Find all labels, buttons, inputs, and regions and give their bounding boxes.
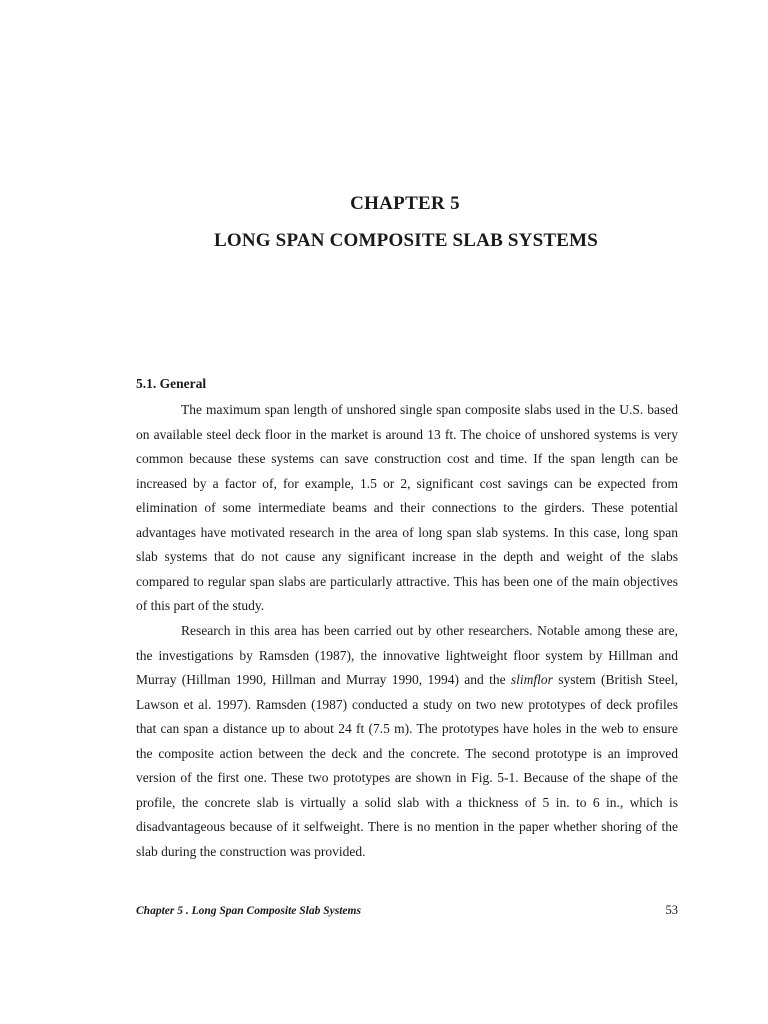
chapter-title: LONG SPAN COMPOSITE SLAB SYSTEMS <box>213 230 598 251</box>
chapter-number: CHAPTER 5 <box>350 193 460 214</box>
paragraph-2-text-end: system (British Steel, Lawson et al. 1997). Ramsden (1987) conducted a study on two new prototypes of deck profiles that can span a distance up to about 24 ft (7.5 m). The prototypes have holes in the web to ensure the composite action between the deck and the concrete. The second prototype is an improved version of the first one. These two prototypes are shown in Fig. 5-1. Because of the shape of the profile, the concrete slab is virtually a solid slab with a thickness of 5 in. to 6 in., which is disadvantageous because of it selfweight. There is no mention in the paper whether shoring of the slab during the construction was provided. <box>136 672 678 859</box>
paragraph-2-text-start: Research in this area has been carried out by other researchers. Notable among these are, the investigations by Ramsden (1987), the innovative lightweight floor system by Hillman and Murray (Hillman 1990, Hillman and Murray 1990, 1994) and the <box>136 623 678 687</box>
paragraph-2-italic-term: slimflor <box>510 672 553 687</box>
running-footer-title: Chapter 5 . Long Span Composite Slab Systems <box>136 905 361 917</box>
page-number: 53 <box>665 903 678 917</box>
paragraph-1-text: The maximum span length of unshored single span composite slabs used in the U.S. based on available steel deck floor in the market is around 13 ft. The choice of unshored systems is very common because these systems can save construction cost and time. If the span length can be increased by a factor of, for example, 1.5 or 2, significant cost savings can be expected from elimination of some intermediate beams and their connections to the girders. These potential advantages have motivated research in the area of long span slab systems. In this case, long span slab systems that do not cause any significant increase in the depth and weight of the slabs compared to regular span slabs are particularly attractive. This has been one of the main objectives of this part of the study. <box>136 402 678 613</box>
paragraph-2 <box>136 619 678 864</box>
paragraph-1 <box>136 398 678 619</box>
section-heading: 5.1. General <box>136 376 207 391</box>
